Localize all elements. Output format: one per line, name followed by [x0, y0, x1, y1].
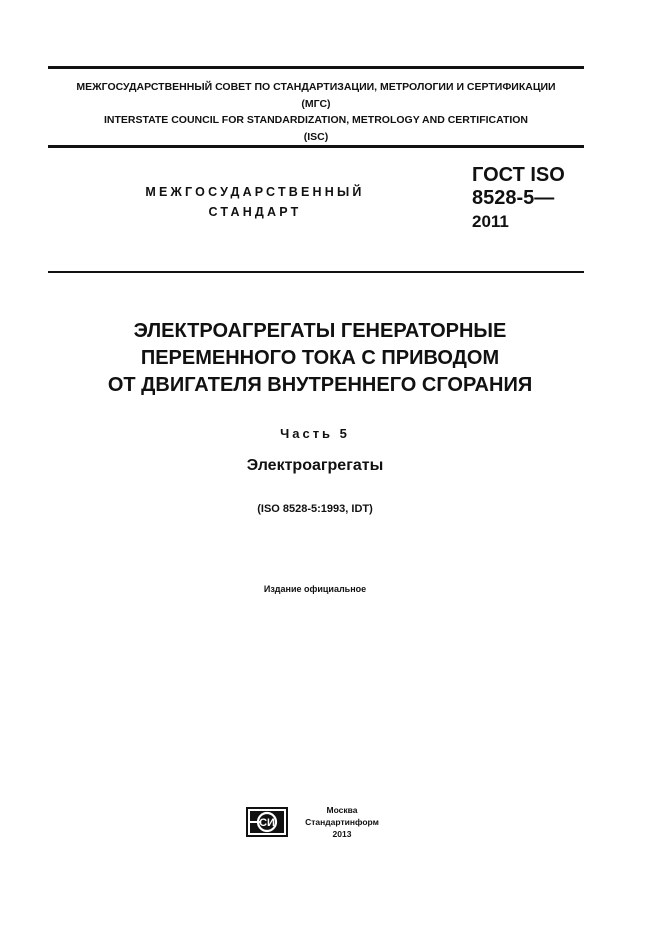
logo-text: СИ — [259, 817, 275, 829]
iso-reference: (ISO 8528-5:1993, IDT) — [257, 503, 373, 515]
council-header — [48, 79, 584, 145]
publisher-block — [294, 804, 390, 840]
publisher-name: Стандартинформ — [305, 817, 379, 827]
designation-rule — [48, 271, 584, 273]
part-label: Часть 5 — [280, 426, 350, 441]
designation-prefix: ГОСТ ISO — [472, 164, 565, 186]
title-line-3: ОТ ДВИГАТЕЛЯ ВНУТРЕННЕГО СГОРАНИЯ — [107, 374, 533, 396]
title-line-1: ЭЛЕКТРОАГРЕГАТЫ ГЕНЕРАТОРНЫЕ — [133, 320, 507, 342]
designation-year: 2011 — [472, 212, 509, 231]
designation-number: 8528-5— — [472, 187, 555, 209]
standartinform-logo-icon — [246, 807, 288, 837]
council-abbr-en: (ISC) — [303, 130, 329, 143]
part-title: Электроагрегаты — [246, 457, 384, 474]
top-rule — [48, 66, 584, 69]
standard-type-line1: МЕЖГОСУДАРСТВЕННЫЙ — [145, 185, 365, 199]
edition-note: Издание официальное — [263, 584, 367, 594]
header-rule — [48, 145, 584, 148]
standard-designation — [472, 164, 565, 233]
document-title — [40, 318, 600, 399]
council-name-ru: МЕЖГОСУДАРСТВЕННЫЙ СОВЕТ ПО СТАНДАРТИЗАЦИИ, МЕТРОЛОГИИ И СЕРТИФИКАЦИИ — [76, 81, 556, 93]
council-name-en: INTERSTATE COUNCIL FOR STANDARDIZATION, METROLOGY AND CERTIFICATION — [103, 114, 529, 126]
title-line-2: ПЕРЕМЕННОГО ТОКА С ПРИВОДОМ — [140, 347, 500, 369]
publisher-city: Москва — [326, 805, 358, 815]
council-abbr-ru: (МГС) — [301, 97, 331, 110]
publisher-year: 2013 — [332, 829, 352, 839]
standard-type-label — [90, 182, 420, 222]
standard-type-line2: СТАНДАРТ — [208, 205, 302, 219]
